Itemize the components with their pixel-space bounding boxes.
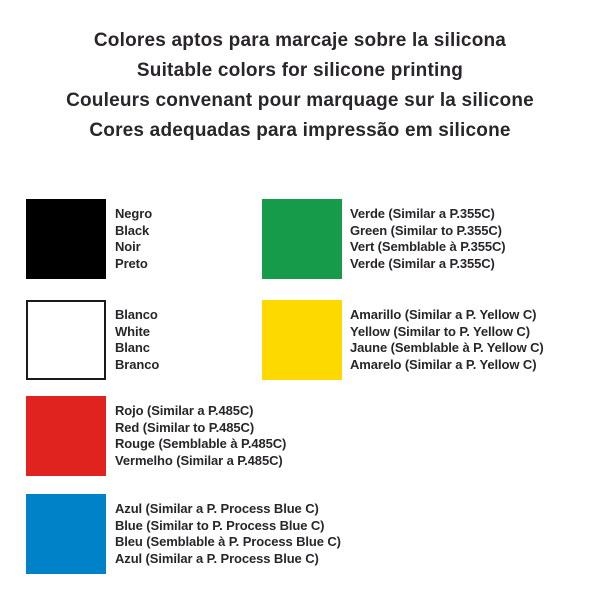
- swatch-label: Vermelho (Similar a P.485C): [115, 452, 283, 468]
- swatch-label: Blanco: [115, 307, 158, 322]
- swatch-label: Azul (Similar a P. Process Blue C): [115, 550, 319, 566]
- swatch-label: Amarelo (Similar a P. Yellow C): [350, 356, 537, 372]
- green-swatch-labels: [350, 199, 506, 279]
- swatch-label: Branco: [115, 356, 160, 372]
- swatch-label: Noir: [115, 239, 141, 254]
- swatch-label: Red (Similar to P.485C): [115, 419, 255, 435]
- swatch-label: Azul (Similar a P. Process Blue C): [115, 501, 319, 516]
- swatch-label: Green (Similar to P.355C): [350, 222, 502, 238]
- swatch-label: Rojo (Similar a P.485C): [115, 403, 254, 418]
- white-color-swatch: [26, 300, 106, 380]
- swatch-label: Verde (Similar a P.355C): [350, 206, 495, 221]
- blue-swatch-labels: [115, 494, 341, 574]
- black-color-swatch: [26, 199, 106, 279]
- red-color-swatch: [26, 396, 106, 476]
- swatch-label: Vert (Semblable à P.355C): [350, 239, 506, 254]
- title-line-english: Suitable colors for silicone printing: [136, 60, 464, 81]
- swatch-label: Blanc: [115, 340, 150, 355]
- title-line-portuguese: Cores adequadas para impressão em silicone: [89, 120, 511, 141]
- swatch-label: Jaune (Semblable à P. Yellow C): [350, 340, 544, 355]
- swatch-label: White: [115, 323, 150, 339]
- yellow-swatch-labels: [350, 300, 544, 380]
- swatch-label: Preto: [115, 255, 148, 271]
- swatch-label: Negro: [115, 206, 153, 221]
- red-swatch-labels: [115, 396, 286, 476]
- swatch-label: Rouge (Semblable à P.485C): [115, 436, 287, 451]
- swatch-label: Bleu (Semblable à P. Process Blue C): [115, 534, 341, 549]
- swatch-label: Amarillo (Similar a P. Yellow C): [350, 307, 537, 322]
- swatch-label: Blue (Similar to P. Process Blue C): [115, 517, 325, 533]
- title-line-spanish: Colores aptos para marcaje sobre la silicona: [93, 30, 507, 51]
- swatch-label: Yellow (Similar to P. Yellow C): [350, 323, 530, 339]
- title-line-french: Couleurs convenant pour marquage sur la silicone: [66, 90, 534, 111]
- yellow-color-swatch: [262, 300, 342, 380]
- white-swatch-labels: [115, 300, 159, 380]
- green-color-swatch: [262, 199, 342, 279]
- swatch-label: Verde (Similar a P.355C): [350, 255, 495, 271]
- swatch-label: Black: [115, 222, 150, 238]
- page-title: [0, 26, 600, 146]
- blue-color-swatch: [26, 494, 106, 574]
- black-swatch-labels: [115, 199, 152, 279]
